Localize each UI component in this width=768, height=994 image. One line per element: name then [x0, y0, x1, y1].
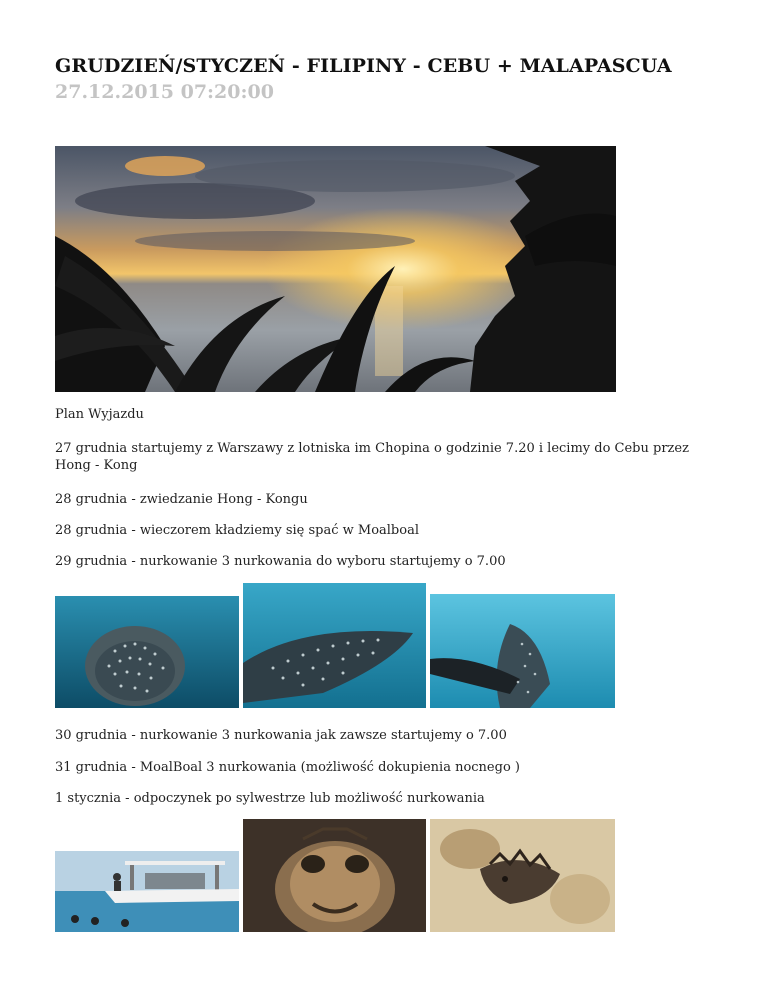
whale-shark-photo-2: [243, 583, 426, 708]
itinerary-jan-1: 1 stycznia - odpoczynek po sylwestrze lub możliwość nurkowania: [55, 791, 485, 806]
post-datetime: 27.12.2015 07:20:00: [55, 81, 274, 103]
whale-shark-photo-3: [430, 594, 615, 708]
post-title: GRUDZIEŃ/STYCZEŃ - FILIPINY - CEBU + MALAPASCUA: [55, 55, 672, 77]
itinerary-dec-27: 27 grudnia startujemy z Warszawy z lotniska im Chopina o godzinie 7.20 i lecimy do Cebu przez Hong - Kong: [55, 441, 689, 473]
plan-heading: Plan Wyjazdu: [55, 407, 144, 422]
sea-turtle-photo: [243, 819, 426, 932]
itinerary-dec-30: 30 grudnia - nurkowanie 3 nurkowania jak zawsze startujemy o 7.00: [55, 728, 507, 743]
dive-boat-photo: [55, 851, 239, 932]
sunset-palms-photo: [55, 146, 616, 392]
itinerary-dec-28-evening: 28 grudnia - wieczorem kładziemy się spać w Moalboal: [55, 523, 419, 538]
itinerary-dec-28-sightseeing: 28 grudnia - zwiedzanie Hong - Kongu: [55, 492, 308, 507]
itinerary-dec-29: 29 grudnia - nurkowanie 3 nurkowania do wyboru startujemy o 7.00: [55, 554, 506, 569]
itinerary-dec-31: 31 grudnia - MoalBoal 3 nurkowania (możliwość dokupienia nocnego ): [55, 760, 520, 775]
scorpionfish-photo: [430, 819, 615, 932]
whale-shark-photo-1: [55, 596, 239, 708]
